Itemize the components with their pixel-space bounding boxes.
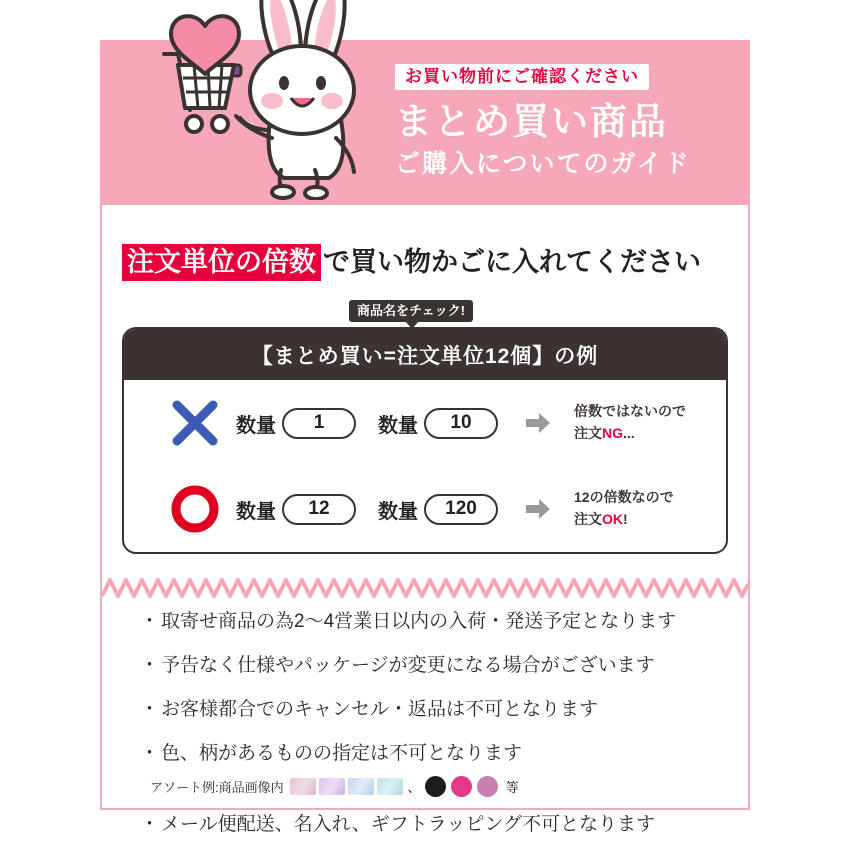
note-emphasis-ok: OK	[602, 511, 623, 527]
assort-example-row	[150, 776, 740, 797]
cross-icon	[166, 397, 224, 449]
qty-value-field: 1	[282, 408, 356, 439]
qty-group-2	[378, 494, 498, 525]
note-text: お客様都合でのキャンセル・返品は不可となります	[161, 699, 599, 720]
example-rows	[124, 380, 726, 552]
check-product-name-bubble: 商品名をチェック!	[349, 300, 473, 322]
list-item: ・ 色、柄があるものの指定は不可となります	[140, 743, 523, 764]
note-line-2-pre: 注文	[574, 425, 602, 441]
color-dot-2	[451, 776, 472, 797]
page-title: まとめ買い商品	[395, 101, 668, 142]
note-text: 取寄せ商品の為2〜4営業日以内の入荷・発送予定となります	[161, 611, 677, 632]
assort-label: アソート例:商品画像内	[150, 780, 284, 795]
pattern-swatch-3	[348, 778, 374, 795]
note-text: メール便配送、名入れ、ギフトラッピング不可となります	[161, 814, 656, 835]
qty-group-2	[378, 408, 498, 439]
shopping-cart-icon	[164, 16, 241, 132]
header-tag: お買い物前にご確認ください	[395, 64, 649, 90]
qty-value-field: 12	[282, 494, 356, 525]
qty-value-field: 120	[424, 494, 498, 525]
example-title: 【まとめ買い=注文単位12個】の例	[124, 329, 726, 380]
assort-tail: 等	[505, 780, 519, 795]
qty-value-field: 10	[424, 408, 498, 439]
list-item: ・ メール便配送、名入れ、ギフトラッピング不可となります	[140, 814, 656, 835]
note-line-1: 倍数ではないので	[574, 403, 686, 420]
note-text: 色、柄があるものの指定は不可となります	[161, 743, 523, 764]
section1-heading	[122, 240, 732, 279]
pattern-swatch-1	[290, 778, 316, 795]
notes-list	[140, 612, 740, 850]
qty-group-1	[236, 494, 356, 525]
note-text: 予告なく仕様やパッケージが変更になる場合がございます	[161, 655, 655, 676]
note-line-2-post: ...	[623, 425, 635, 441]
example-box	[122, 327, 728, 554]
pattern-swatch-2	[319, 778, 345, 795]
arrow-right-icon	[524, 497, 552, 521]
color-dot-1	[425, 776, 446, 797]
qty-label: 数量	[236, 414, 276, 437]
qty-label: 数量	[236, 500, 276, 523]
note-emphasis-ng: NG	[602, 425, 623, 441]
rabbit-head	[250, 46, 354, 134]
qty-label: 数量	[378, 414, 418, 437]
header-text-block	[395, 64, 735, 178]
qty-group-1	[236, 408, 356, 439]
list-item: ・ 予告なく仕様やパッケージが変更になる場合がございます	[140, 655, 655, 676]
example-note-ok	[574, 487, 674, 530]
list-item: ・ 取寄せ商品の為2〜4営業日以内の入荷・発送予定となります	[140, 611, 677, 632]
color-dot-3	[477, 776, 498, 797]
assort-separator: 、	[407, 780, 421, 795]
list-item: ・ お客様都合でのキャンセル・返品は不可となります	[140, 699, 599, 720]
example-row-ok	[124, 466, 726, 552]
example-note-ng	[574, 401, 686, 444]
page-subtitle: ご購入についてのガイド	[395, 149, 691, 178]
circle-icon	[166, 483, 224, 535]
rabbit-cart-illustration	[150, 0, 410, 200]
zigzag-divider	[102, 578, 748, 598]
section1-rest: で買い物かごに入れてください	[323, 247, 701, 277]
section1-highlight: 注文単位の倍数	[122, 244, 321, 281]
note-line-1: 12の倍数なので	[574, 489, 674, 506]
arrow-right-icon	[524, 411, 552, 435]
note-line-2-pre: 注文	[574, 511, 602, 527]
pattern-swatch-4	[377, 778, 403, 795]
qty-label: 数量	[378, 500, 418, 523]
example-row-ng	[124, 380, 726, 466]
note-line-2-post: !	[623, 511, 628, 527]
